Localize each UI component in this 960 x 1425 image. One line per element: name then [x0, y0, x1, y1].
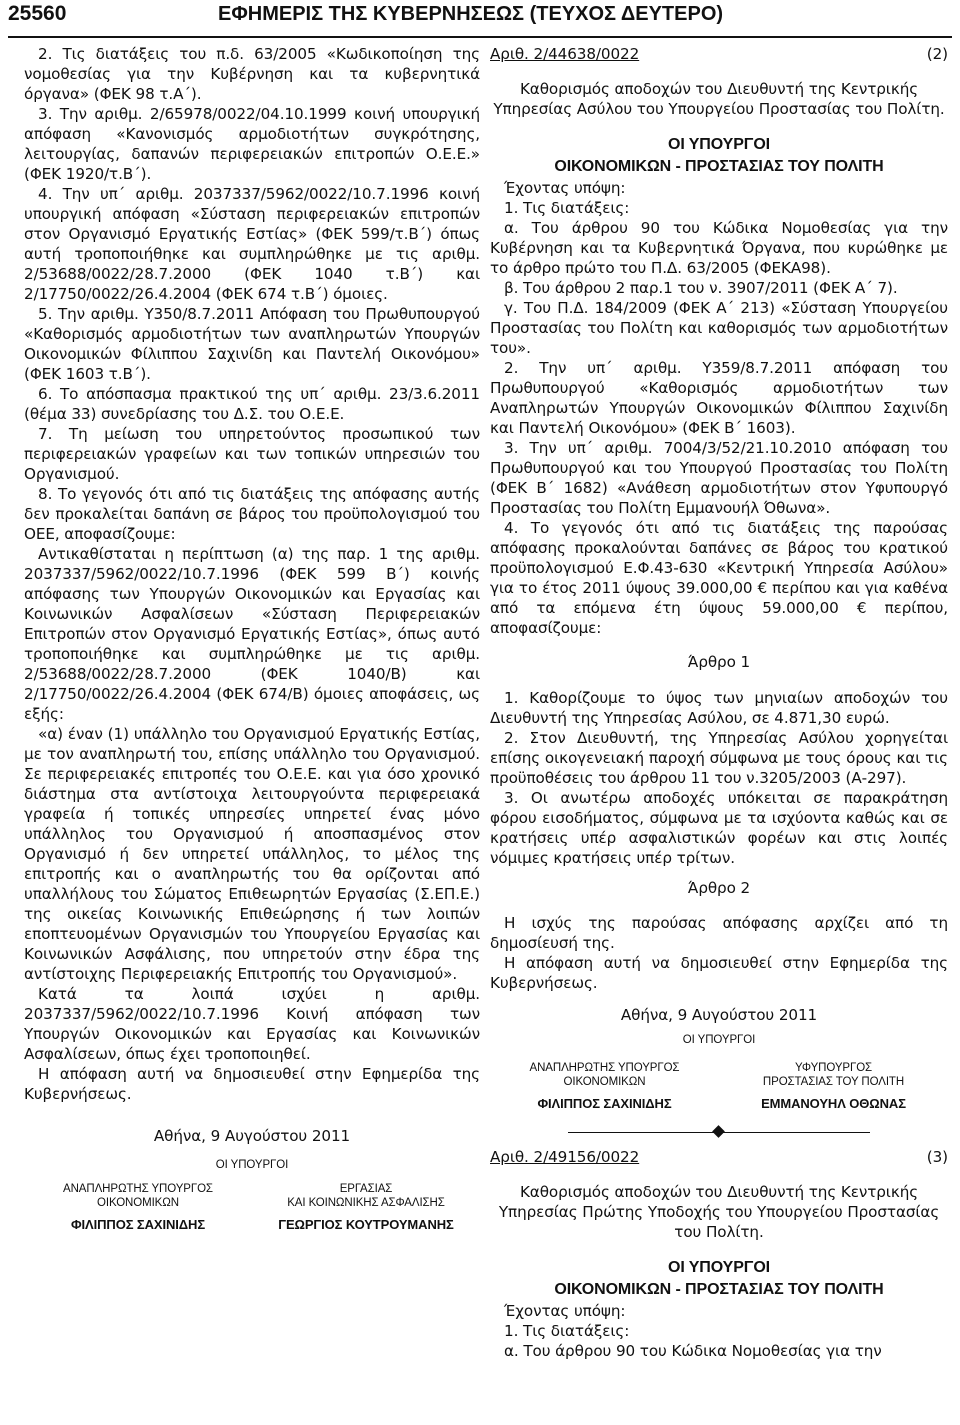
ministers-label: ΟΙ ΥΠΟΥΡΓΟΙ [682, 1033, 756, 1046]
ministers-heading: ΟΙΚΟΝΟΜΙΚΩΝ - ΠΡΟΣΤΑΣΙΑΣ ΤΟΥ ΠΟΛΙΤΗ [554, 158, 884, 176]
signing-date: Αθήνα, 9 Αυγούστου 2011 [153, 1127, 351, 1145]
paragraph: 7. Τη μείωση του υπηρετούντος προσωπικού των περιφερειακών γραφείων και των τοπικών υπηρεσιών του Οργανισμού. [24, 425, 480, 483]
page-header [8, 2, 952, 36]
paragraph: 1. Τις διατάξεις: [504, 199, 630, 218]
signatory-name: ΕΜΜΑΝΟΥΗΛ ΟΘΩΝΑΣ [761, 1095, 906, 1111]
paragraph: 4. Την υπ΄ αριθμ. 2037337/5962/0022/10.7.1996 κοινή υπουργική απόφαση «Σύσταση περιφερειακών επιτροπών στον Οργανισμό Εργατικής Εστίας» (ΦΕΚ 599/τ.Β΄) όπως αυτή τροποποιήθηκε και συμπληρώθηκε με τις αριθμ. 2/53688/0022/28.7.2000 (ΦΕΚ 1040 τ.Β΄) και 2/17750/0022/26.4.2004 (ΦΕΚ 674 τ.Β΄) όμοιες. [24, 185, 480, 303]
signatory-name: ΓΕΩΡΓΙΟΣ ΚΟΥΤΡΟΥΜΑΝΗΣ [278, 1217, 454, 1232]
article-heading: Άρθρο 1 [687, 653, 751, 672]
paragraph: 6. Το απόσπασμα πρακτικού της υπ΄ αριθμ. 23/3.6.2011 (θέμα 33) συνεδρίασης του Δ.Σ. του Ο.Ε.Ε. [24, 385, 480, 423]
decision-number: Αριθ. 2/49156/0022 [490, 1147, 640, 1166]
paragraph: Κατά τα λοιπά ισχύει η αριθμ. 2037337/5962/0022/10.7.1996 Κοινή απόφαση των Υπουργών Οικονομικών και Εργασίας και Κοινωνικών Ασφαλίσεων, όπως έχει τροποποιηθεί. [24, 985, 480, 1063]
paragraph: 4. Το γεγονός ότι από τις διατάξεις της παρούσας απόφασης προκαλούνται δαπάνες σε βάρος του κρατικού προϋπολογισμού Ε.Φ.43-630 «Κεντρική Υπηρεσία Ασύλου» για το έτος 2011 ύψους 39.000,00 € περίπου και για καθένα από τα επόμενα έτη ύψους 59.000,00 € περίπου, αποφασίζουμε: [490, 519, 948, 638]
diamond-icon [712, 1125, 725, 1138]
paragraph: 2. Στον Διευθυντή, της Υπηρεσίας Ασύλου χορηγείται επίσης οικογενειακή παροχή σύμφωνα με τους όρους και τις προϋποθέσεις του άρθρου 11 του ν.3205/2003 (Α-297). [490, 728, 948, 787]
right-column [490, 44, 948, 1361]
paragraph: 1. Τις διατάξεις: [504, 1322, 630, 1341]
paragraph: 2. Την υπ΄ αριθμ. Υ359/8.7.2011 απόφαση του Πρωθυπουργού «Καθορισμός αρμοδιοτήτων των Αναπληρωτών Υπουργών Οικονομικών Φίλιππου Σαχινίδη και Παντελή Οικονόμου» (ΦΕΚ Β΄ 1603). [490, 359, 948, 438]
article-heading: Άρθρο 2 [687, 878, 751, 897]
decision-sequence: (3) [926, 1147, 948, 1166]
signatory-title: ΑΝΑΠΛΗΡΩΤΗΣ ΥΠΟΥΡΓΟΣ [63, 1183, 213, 1195]
decision-sequence: (2) [926, 45, 948, 63]
having-regard: Έχοντας υπόψη: [504, 179, 626, 198]
paragraph: α. Του άρθρου 90 του Κώδικα Νομοθεσίας για την Κυβέρνηση και τα Κυβερνητικά Όργανα, που κυρώθηκε με το άρθρο πρώτο του Π.Δ. 63/2005 (ΦΕΚΑ98). [490, 219, 948, 278]
paragraph: 3. Την υπ΄ αριθμ. 7004/3/52/21.10.2010 απόφαση του Πρωθυπουργού και του Υπουργού Προστασίας του Πολίτη (ΦΕΚ Β΄ 1682) «Ανάθεση αρμοδιοτήτων στον Υφυπουργό Προστασίας του Πολίτη Εμμανουήλ Όθωνα». [490, 439, 948, 518]
signing-date: Αθήνα, 9 Αυγούστου 2011 [620, 1005, 818, 1024]
having-regard: Έχοντας υπόψη: [504, 1302, 626, 1321]
signatory-title: ΟΙΚΟΝΟΜΙΚΩΝ [97, 1197, 179, 1209]
paragraph: Η ισχύς της παρούσας απόφασης αρχίζει από τη δημοσίευσή της. [490, 913, 948, 952]
paragraph: 2. Τις διατάξεις του π.δ. 63/2005 «Κωδικοποίηση της νομοθεσίας για την Κυβέρνηση και τα κυβερνητικά όργανα» (ΦΕΚ 98 τ.Α΄). [24, 45, 480, 103]
paragraph: β. Του άρθρου 2 παρ.1 του ν. 3907/2011 (ΦΕΚ Α΄ 7). [504, 279, 898, 298]
left-column [24, 44, 480, 1232]
paragraph: γ. Του Π.Δ. 184/2009 (ΦΕΚ Α΄ 213) «Σύσταση Υπουργείου Προστασίας του Πολίτη και καθορισμός των αρμοδιοτήτων του». [490, 299, 948, 358]
decision-reference [490, 44, 948, 64]
paragraph: Η απόφαση αυτή να δημοσιευθεί στην Εφημερίδα της Κυβερνήσεως. [490, 953, 948, 992]
section-divider [490, 1125, 948, 1139]
paragraph: «α) έναν (1) υπάλληλο του Οργανισμού Εργατικής Εστίας, με τον αναπληρωτή του, επίσης υπάλληλο του Οργανισμού. Σε περιφερειακές επιτροπές του Ο.Ε.Ε. και για όσο χρονικό διάστημα στα αντίστοιχα λειτουργούντα περιφερειακά γραφεία ή τοπικές υπηρεσίες υπηρετεί ένας μόνο υπάλληλος του Οργανισμού ή αποσπασμένος στον Οργανισμό ή δεν υπηρετεί υπάλληλος, το μέλος της επιτροπής και ο αναπληρωτής του θα ορίζονται από υπαλλήλους του Σώματος Επιθεωρητών Εργασίας (Σ.ΕΠ.Ε.) της οικείας Κοινωνικής Επιθεώρησης ή των λοιπών εποπτευομένων Οργανισμών του Υπουργείου Εργασίας και Κοινωνικών Ασφάλισης, που υπηρετούν στην έδρα της αντίστοιχης Περιφερειακής Επιτροπής του Οργανισμού». [24, 725, 480, 983]
paragraph: α. Του άρθρου 90 του Κώδικα Νομοθεσίας για την [504, 1342, 882, 1361]
paragraph: 5. Την αριθμ. Υ350/8.7.2011 Απόφαση του Πρωθυπουργού «Καθορισμός αρμοδιοτήτων των αναπληρωτών Υπουργών Οικονομικών Φίλιππου Σαχινίδη και Παντελή Οικονόμου» (ΦΕΚ 1603 τ.Β΄). [24, 305, 480, 383]
paragraph: 3. Την αριθμ. 2/65978/0022/04.10.1999 κοινή υπουργική απόφαση «Κανονισμός αρμοδιοτήτων συγκρότησης, λειτουργίας, δαπανών περιφερειακών επιτροπών Ο.Ε.Ε.» (ΦΕΚ 1920/τ.Β΄). [24, 105, 480, 183]
signatory-title: ΟΙΚΟΝΟΜΙΚΩΝ [563, 1075, 646, 1088]
signatory-title: ΑΝΑΠΛΗΡΩΤΗΣ ΥΠΟΥΡΓΟΣ [529, 1061, 680, 1074]
signatory-title: ΥΦΥΠΟΥΡΓΟΣ [794, 1061, 873, 1074]
ministers-label: ΟΙ ΥΠΟΥΡΓΟΙ [215, 1159, 289, 1171]
decision-subject: Καθορισμός αποδοχών του Διευθυντή της Κεντρικής Υπηρεσίας Ασύλου του Υπουργείου Προστασίας του Πολίτη. [493, 80, 945, 119]
signature-block [24, 1158, 480, 1232]
signatory-name: ΦΙΛΙΠΠΟΣ ΣΑΧΙΝΙΔΗΣ [537, 1095, 672, 1111]
paragraph: Αντικαθίσταται η περίπτωση (α) της παρ. 1 της αριθμ. 2037337/5962/0022/10.7.1996 (ΦΕΚ 599 Β΄) κοινής απόφασης των Υπουργών Οικονομικών και Εργασίας και Κοινωνικών Ασφαλίσεων «Σύσταση Περιφερειακών Επιτροπών στον Οργανισμό Εργατικής Εστίας», όπως αυτό τροποποιήθηκε και συμπληρώθηκε με τις αριθμ. 2/53688/0022/28.7.2000 (ΦΕΚ 1040/Β) και 2/17750/0022/26.4.2004 (ΦΕΚ 674/Β) όμοιες αποφάσεις, ως εξής: [24, 545, 480, 723]
header-rule [8, 36, 952, 38]
signatory-title: ΚΑΙ ΚΟΙΝΩΝΙΚΗΣ ΑΣΦΑΛΙΣΗΣ [287, 1197, 445, 1209]
decision-reference [490, 1147, 948, 1167]
paragraph: 8. Το γεγονός ότι από τις διατάξεις της απόφασης αυτής δεν προκαλείται δαπάνη σε βάρος του προϋπολογισμού του ΟΕΕ, αποφασίζουμε: [24, 485, 480, 543]
paragraph: Η απόφαση αυτή να δημοσιευθεί στην Εφημερίδα της Κυβερνήσεως. [24, 1065, 480, 1103]
journal-title: ΕΦΗΜΕΡΙΣ ΤΗΣ ΚΥΒΕΡΝΗΣΕΩΣ (ΤΕΥΧΟΣ ΔΕΥΤΕΡΟ) [218, 3, 724, 25]
signatory-title: ΕΡΓΑΣΙΑΣ [339, 1183, 393, 1195]
signature-block [490, 1033, 948, 1111]
paragraph: 1. Καθορίζουμε το ύψος των μηνιαίων αποδοχών του Διευθυντή της Υπηρεσίας Ασύλου, σε 4.871,30 ευρώ. [490, 688, 948, 727]
decision-subject: Καθορισμός αποδοχών του Διευθυντή της Κεντρικής Υπηρεσίας Πρώτης Υποδοχής του Υπουργείου Προστασίας του Πολίτη. [498, 1182, 940, 1241]
ministers-heading: ΟΙ ΥΠΟΥΡΓΟΙ [667, 1259, 771, 1277]
signatory-title: ΠΡΟΣΤΑΣΙΑΣ ΤΟΥ ΠΟΛΙΤΗ [762, 1075, 905, 1088]
decision-number: Αριθ. 2/44638/0022 [490, 45, 640, 63]
ministers-heading: ΟΙΚΟΝΟΜΙΚΩΝ - ΠΡΟΣΤΑΣΙΑΣ ΤΟΥ ΠΟΛΙΤΗ [554, 1281, 884, 1299]
paragraph: 3. Οι ανωτέρω αποδοχές υπόκειται σε παρακράτηση φόρου εισοδήματος, σύμφωνα με τα ισχύοντα καθώς και σε κρατήσεις υπέρ ασφαλιστικών φορέων και στις λοιπές νόμιμες κρατήσεις υπέρ τρίτων. [490, 788, 948, 867]
signatory-name: ΦΙΛΙΠΠΟΣ ΣΑΧΙΝΙΔΗΣ [70, 1217, 206, 1232]
ministers-heading: ΟΙ ΥΠΟΥΡΓΟΙ [667, 136, 771, 154]
page-number: 25560 [8, 2, 67, 25]
